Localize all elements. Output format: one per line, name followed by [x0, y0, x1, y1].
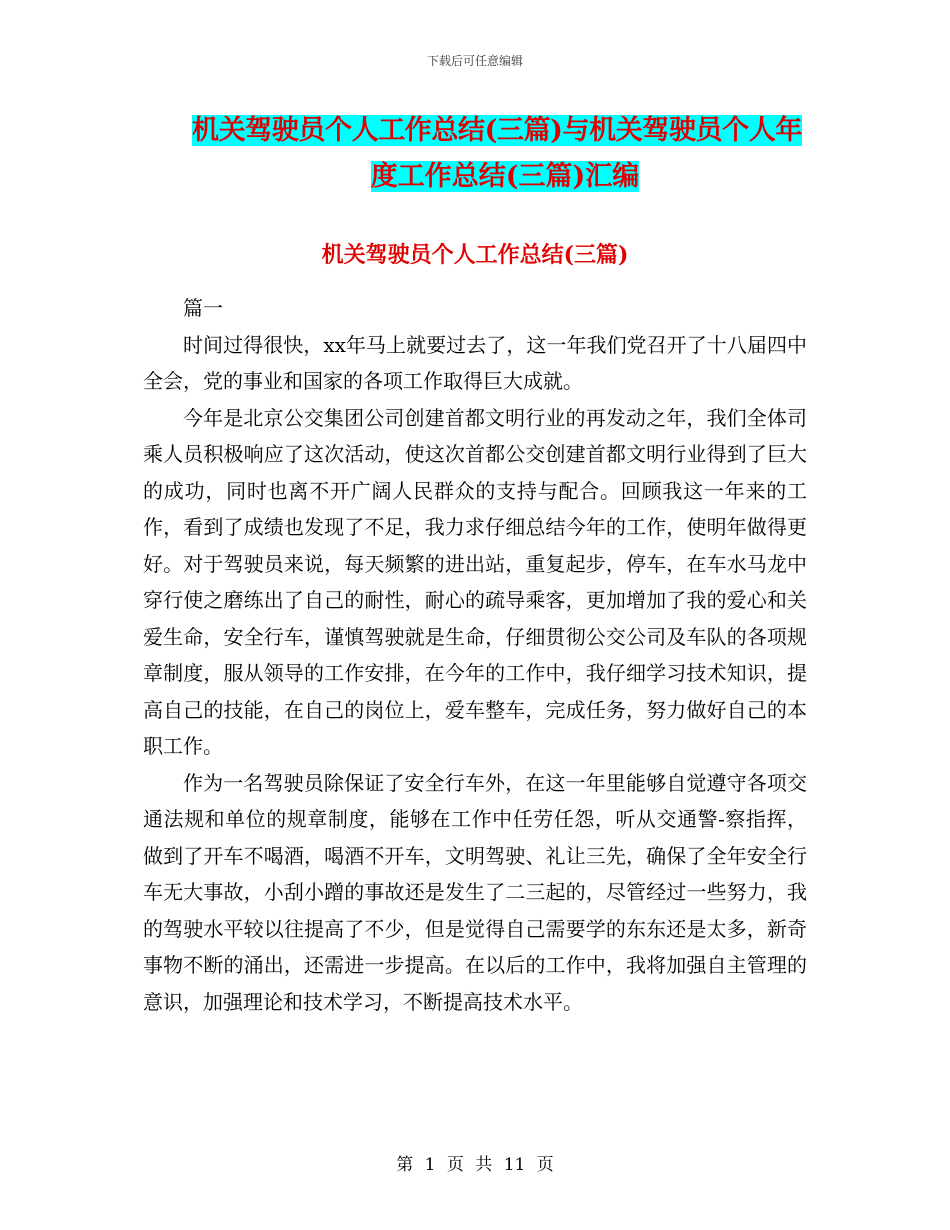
body-paragraph-2: 今年是北京公交集团公司创建首都文明行业的再发动之年，我们全体司乘人员积极响应了这次活动，使这次首都公交创建首都文明行业得到了巨大的成功，同时也离不开广阔人民群众的支持与配合。回顾我这一年来的工作，看到了成绩也发现了不足，我力求仔细总结今年的工作，使明年做得更好。对于驾驶员来说，每天频繁的进出站，重复起步，停车，在车水马龙中穿行使之磨练出了自己的耐性，耐心的疏导乘客，更加增加了我的爱心和关爱生命，安全行车，谨慎驾驶就是生命，仔细贯彻公交公司及车队的各项规章制度，服从领导的工作安排，在今年的工作中，我仔细学习技术知识，提高自己的技能，在自己的岗位上，爱车整车，完成任务，努力做好自己的本职工作。 — [143, 405, 807, 758]
body-paragraph-1: 时间过得很快，xx年马上就要过去了，这一年我们党召开了十八届四中全会，党的事业和国家的各项工作取得巨大成就。 — [143, 332, 807, 393]
document-main-title — [185, 108, 825, 200]
section-title: 机关驾驶员个人工作总结(三篇) — [321, 242, 629, 268]
part-label: 篇一 — [183, 296, 223, 320]
main-title-line-1: 机关驾驶员个人工作总结(三篇)与机关驾驶员个人年 — [192, 115, 802, 146]
document-body — [143, 290, 807, 1020]
main-title-line-2: 度工作总结(三篇)汇编 — [370, 161, 640, 192]
page-number-footer: 第 1 页 共 11 页 — [396, 1155, 554, 1175]
page-header-note: 下载后可任意编辑 — [426, 54, 523, 68]
body-paragraph-3: 作为一名驾驶员除保证了安全行车外，在这一年里能够自觉遵守各项交通法规和单位的规章制度，能够在工作中任劳任怨，听从交通警-察指挥，做到了开车不喝酒，喝酒不开车，文明驾驶、礼让三先，确保了全年安全行车无大事故，小刮小蹭的事故还是发生了二三起的，尽管经过一些努力，我的驾驶水平较以往提高了不少，但是觉得自己需要学的东东还是太多，新奇事物不断的涌出，还需进一步提高。在以后的工作中，我将加强自主管理的意识，加强理论和技术学习，不断提高技术水平。 — [143, 770, 807, 1014]
